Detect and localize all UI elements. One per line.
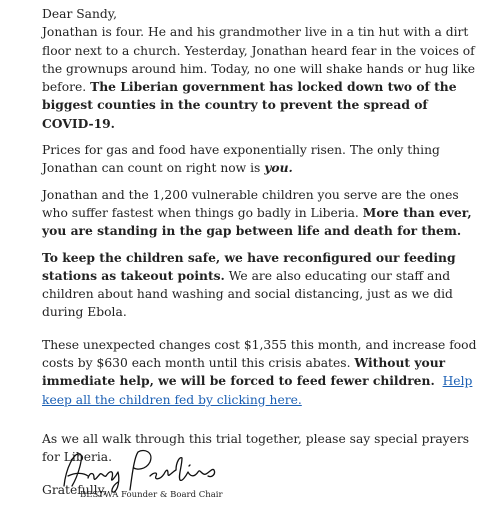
paragraph-children-text: Jonathan and the 1,200 vulnerable children you serve are the ones who suffer fastest when things go badly in Liberia.: [42, 187, 459, 220]
paragraph-jonathan-bold: The Liberian government has locked down two of the biggest counties in the country to prevent the spread of COVID-19.: [42, 79, 457, 131]
paragraph-costs-bold: Without your immediate help, we will be forced to feed fewer children.: [42, 355, 446, 389]
donate-link[interactable]: Help keep all the children fed by clicking here.: [42, 374, 473, 407]
paragraph-children: [42, 186, 482, 241]
paragraph-feeding: [42, 249, 482, 322]
signature-block: [58, 446, 258, 508]
paragraph-costs-text: These unexpected changes cost $1,355 this month, and increase food costs by $630 each month until this crisis abates.: [42, 337, 477, 371]
paragraph-prices-emphasis: you.: [264, 160, 293, 176]
paragraph-feeding-bold: To keep the children safe, we have reconfigured our feeding stations as takeout points.: [42, 249, 456, 283]
paragraph-prices-text: Prices for gas and food have exponentially risen. The only thing Jonathan can count on right now is: [42, 143, 440, 176]
greeting: Dear Sandy,: [42, 7, 118, 21]
letter-body: [42, 5, 482, 499]
paragraph-prices: [42, 141, 482, 178]
paragraph-jonathan: [42, 23, 482, 133]
paragraph-feeding-text: We are also educating our staff and children about hand washing and social distancing, just as we did during Ebola.: [42, 268, 453, 320]
paragraph-jonathan-text: Jonathan is four. He and his grandmother live in a tin hut with a dirt floor next to a church. Yesterday, Jonathan heard fear in the voices of the grownups around him. Today, no one will shake hands or hug like before.: [42, 25, 476, 95]
paragraph-costs: [42, 336, 482, 409]
signature-caption: BESTWA Founder & Board Chair: [80, 490, 223, 500]
signature-image: [58, 446, 258, 496]
paragraph-children-bold: More than ever, you are standing in the gap between life and death for them.: [42, 204, 472, 239]
closing: Gratefully,: [42, 482, 107, 497]
paragraph-prayers: As we all walk through this trial together, please say special prayers for Liberia.: [42, 431, 470, 465]
